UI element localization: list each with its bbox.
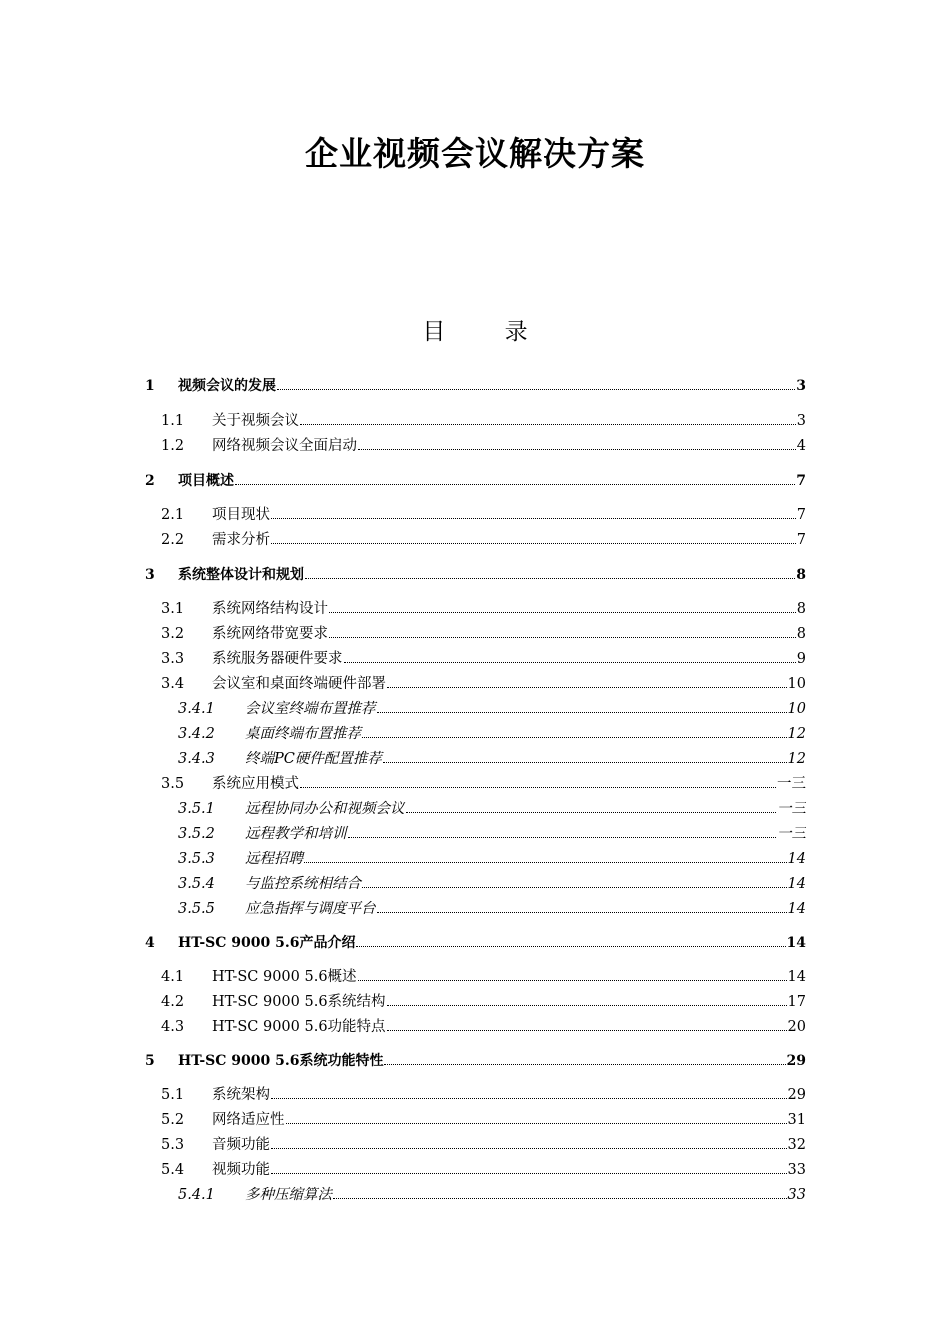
toc-entry-title: 系统整体设计和规划 xyxy=(178,567,304,583)
toc-subsection-entry[interactable] xyxy=(0,824,950,844)
toc-entry-number: 3.5.3 xyxy=(178,851,215,867)
toc-dot-leader xyxy=(406,812,777,813)
toc-dot-leader xyxy=(300,424,796,425)
toc-subsection-entry[interactable] xyxy=(0,724,950,744)
toc-section-entry[interactable] xyxy=(0,530,950,550)
toc-entry-page-number: 33 xyxy=(787,1162,806,1178)
toc-entry-page-number: 7 xyxy=(796,507,806,523)
toc-entry-line xyxy=(212,967,806,987)
toc-entry-title: 会议室和桌面终端硬件部署 xyxy=(212,676,386,692)
toc-section-entry[interactable] xyxy=(0,992,950,1012)
toc-entry-number: 5.1 xyxy=(161,1087,185,1103)
toc-entry-line xyxy=(178,933,806,953)
toc-dot-leader xyxy=(235,484,795,485)
toc-entry-title: HT-SC 9000 5.6概述 xyxy=(212,969,357,985)
toc-entry-line xyxy=(212,674,806,694)
toc-section-entry[interactable] xyxy=(0,1160,950,1180)
toc-entry-page-number: 12 xyxy=(787,751,806,767)
toc-entry-title: 视频功能 xyxy=(212,1162,270,1178)
toc-entry-title: 系统服务器硬件要求 xyxy=(212,651,343,667)
toc-section-entry[interactable] xyxy=(0,1085,950,1105)
toc-entry-title: 视频会议的发展 xyxy=(178,378,276,394)
toc-entry-line xyxy=(245,724,806,744)
toc-entry-title: 网络适应性 xyxy=(212,1112,285,1128)
toc-entry-number: 3.2 xyxy=(161,626,185,642)
toc-entry-page-number: 7 xyxy=(796,473,806,489)
toc-entry-line xyxy=(245,849,806,869)
toc-entry-page-number: 12 xyxy=(787,726,806,742)
toc-entry-line xyxy=(212,1017,806,1037)
toc-entry-number: 4.2 xyxy=(161,994,185,1010)
toc-dot-leader xyxy=(329,612,796,613)
toc-entry-number: 3.4.1 xyxy=(178,701,215,717)
toc-entry-number: 1 xyxy=(145,378,155,394)
toc-entry-page-number: 32 xyxy=(787,1137,806,1153)
toc-entry-line xyxy=(245,899,806,919)
toc-section-entry[interactable] xyxy=(0,674,950,694)
toc-entry-page-number: 14 xyxy=(787,969,806,985)
toc-dot-leader xyxy=(304,862,787,863)
toc-subsection-entry[interactable] xyxy=(0,699,950,719)
toc-subsection-entry[interactable] xyxy=(0,874,950,894)
toc-dot-leader xyxy=(362,887,787,888)
toc-subsection-entry[interactable] xyxy=(0,899,950,919)
toc-entry-page-number: 10 xyxy=(787,701,806,717)
toc-entry-line xyxy=(212,1135,806,1155)
toc-section-entry[interactable] xyxy=(0,411,950,431)
toc-entry-title: HT-SC 9000 5.6功能特点 xyxy=(212,1019,386,1035)
toc-entry-title: 网络视频会议全面启动 xyxy=(212,438,357,454)
toc-dot-leader xyxy=(362,737,787,738)
toc-entry-page-number: 14 xyxy=(787,851,806,867)
toc-entry-number: 2.1 xyxy=(161,507,185,523)
toc-dot-leader xyxy=(348,837,777,838)
toc-entry-line xyxy=(178,1051,806,1071)
toc-entry-title: 终端PC硬件配置推荐 xyxy=(245,751,382,767)
toc-entry-number: 1.1 xyxy=(161,413,185,429)
toc-entry-title: 远程协同办公和视频会议 xyxy=(245,801,405,817)
toc-entry-title: 系统网络带宽要求 xyxy=(212,626,328,642)
toc-section-entry[interactable] xyxy=(0,624,950,644)
toc-entry-page-number: 14 xyxy=(787,901,806,917)
toc-subsection-entry[interactable] xyxy=(0,749,950,769)
toc-entry-number: 3.5.5 xyxy=(178,901,215,917)
toc-entry-number: 2 xyxy=(145,473,155,489)
toc-entry-page-number: 14 xyxy=(786,935,806,951)
toc-entry-number: 5.2 xyxy=(161,1112,185,1128)
toc-entry-page-number: 20 xyxy=(787,1019,806,1035)
toc-entry-title: HT-SC 9000 5.6系统结构 xyxy=(212,994,386,1010)
toc-entry-line xyxy=(245,874,806,894)
toc-entry-number: 5 xyxy=(145,1053,155,1069)
toc-entry-title: HT-SC 9000 5.6系统功能特性 xyxy=(178,1053,384,1069)
toc-entry-line xyxy=(178,565,806,585)
toc-entry-page-number: 8 xyxy=(796,601,806,617)
toc-entry-title: 远程招聘 xyxy=(245,851,303,867)
toc-entry-title: 系统架构 xyxy=(212,1087,270,1103)
toc-dot-leader xyxy=(271,543,796,544)
toc-entry-line xyxy=(178,376,806,396)
toc-section-entry[interactable] xyxy=(0,1135,950,1155)
toc-entry-title: 应急指挥与调度平台 xyxy=(245,901,376,917)
toc-entry-number: 3.3 xyxy=(161,651,185,667)
toc-subsection-entry[interactable] xyxy=(0,1185,950,1205)
toc-entry-line xyxy=(212,649,806,669)
toc-dot-leader xyxy=(356,946,785,947)
toc-dot-leader xyxy=(305,578,795,579)
toc-entry-line xyxy=(212,1085,806,1105)
toc-dot-leader xyxy=(286,1123,787,1124)
toc-entry-page-number: 一三 xyxy=(777,776,806,792)
toc-section-entry[interactable] xyxy=(0,505,950,525)
toc-dot-leader xyxy=(271,1098,787,1099)
toc-section-entry[interactable] xyxy=(0,774,950,794)
toc-entry-line xyxy=(212,1160,806,1180)
toc-entry-page-number: 17 xyxy=(787,994,806,1010)
toc-entry-title: 系统网络结构设计 xyxy=(212,601,328,617)
toc-entry-line xyxy=(178,471,806,491)
toc-section-entry[interactable] xyxy=(0,1110,950,1130)
toc-dot-leader xyxy=(384,1064,785,1065)
toc-dot-leader xyxy=(358,980,787,981)
toc-entry-number: 5.4.1 xyxy=(178,1187,215,1203)
toc-dot-leader xyxy=(387,1030,787,1031)
toc-entry-title: 音频功能 xyxy=(212,1137,270,1153)
toc-entry-title: 需求分析 xyxy=(212,532,270,548)
toc-entry-line xyxy=(245,749,806,769)
toc-entry-line xyxy=(212,599,806,619)
toc-entry-number: 3.5 xyxy=(161,776,185,792)
toc-chapter-entry[interactable] xyxy=(0,376,950,396)
toc-entry-number: 3.4 xyxy=(161,676,185,692)
toc-entry-number: 3 xyxy=(145,567,155,583)
toc-entry-title: 与监控系统相结合 xyxy=(245,876,361,892)
toc-entry-title: 项目现状 xyxy=(212,507,270,523)
toc-dot-leader xyxy=(277,389,795,390)
toc-section-entry[interactable] xyxy=(0,1017,950,1037)
toc-entry-page-number: 8 xyxy=(796,626,806,642)
toc-entry-title: 多种压缩算法 xyxy=(245,1187,332,1203)
toc-entry-line xyxy=(212,436,806,456)
toc-entry-title: 项目概述 xyxy=(178,473,234,489)
toc-heading: 目 录 xyxy=(422,319,554,345)
toc-dot-leader xyxy=(377,912,787,913)
toc-entry-number: 3.5.1 xyxy=(178,801,215,817)
toc-entry-number: 3.4.2 xyxy=(178,726,215,742)
toc-entry-page-number: 8 xyxy=(796,567,806,583)
toc-entry-line xyxy=(245,824,806,844)
toc-dot-leader xyxy=(344,662,796,663)
toc-dot-leader xyxy=(377,712,787,713)
toc-entry-line xyxy=(245,1185,806,1205)
toc-entry-line xyxy=(245,699,806,719)
toc-entry-page-number: 9 xyxy=(796,651,806,667)
toc-entry-number: 5.3 xyxy=(161,1137,185,1153)
toc-entry-number: 3.5.2 xyxy=(178,826,215,842)
toc-section-entry[interactable] xyxy=(0,649,950,669)
toc-entry-title: 会议室终端布置推荐 xyxy=(245,701,376,717)
toc-entry-page-number: 3 xyxy=(796,378,806,394)
toc-entry-page-number: 一三 xyxy=(777,826,806,842)
toc-entry-line xyxy=(212,505,806,525)
toc-section-entry[interactable] xyxy=(0,599,950,619)
toc-dot-leader xyxy=(387,1005,787,1006)
toc-entry-line xyxy=(212,992,806,1012)
toc-entry-number: 4 xyxy=(145,935,155,951)
toc-entry-page-number: 4 xyxy=(796,438,806,454)
toc-entry-page-number: 29 xyxy=(786,1053,806,1069)
toc-entry-title: 桌面终端布置推荐 xyxy=(245,726,361,742)
toc-dot-leader xyxy=(271,1173,787,1174)
toc-dot-leader xyxy=(300,787,776,788)
toc-dot-leader xyxy=(271,518,796,519)
toc-entry-page-number: 7 xyxy=(796,532,806,548)
toc-entry-line xyxy=(212,411,806,431)
toc-entry-title: 关于视频会议 xyxy=(212,413,299,429)
toc-section-entry[interactable] xyxy=(0,436,950,456)
toc-dot-leader xyxy=(383,762,787,763)
toc-dot-leader xyxy=(329,637,796,638)
toc-section-entry[interactable] xyxy=(0,967,950,987)
toc-chapter-entry[interactable] xyxy=(0,471,950,491)
toc-entry-number: 4.1 xyxy=(161,969,185,985)
toc-entry-line xyxy=(212,530,806,550)
toc-entry-number: 3.5.4 xyxy=(178,876,215,892)
toc-entry-page-number: 3 xyxy=(796,413,806,429)
toc-entry-page-number: 10 xyxy=(787,676,806,692)
toc-chapter-entry[interactable] xyxy=(0,1051,950,1071)
toc-subsection-entry[interactable] xyxy=(0,849,950,869)
toc-chapter-entry[interactable] xyxy=(0,933,950,953)
toc-dot-leader xyxy=(333,1198,787,1199)
toc-entry-title: HT-SC 9000 5.6产品介绍 xyxy=(178,935,356,951)
toc-entry-number: 2.2 xyxy=(161,532,185,548)
toc-dot-leader xyxy=(387,687,787,688)
toc-entry-title: 远程教学和培训 xyxy=(245,826,347,842)
toc-entry-page-number: 14 xyxy=(787,876,806,892)
toc-entry-number: 5.4 xyxy=(161,1162,185,1178)
toc-entry-line xyxy=(245,799,806,819)
toc-entry-line xyxy=(212,624,806,644)
toc-entry-number: 1.2 xyxy=(161,438,185,454)
toc-entry-number: 4.3 xyxy=(161,1019,185,1035)
toc-entry-page-number: 29 xyxy=(787,1087,806,1103)
toc-entry-page-number: 一三 xyxy=(777,801,806,817)
toc-chapter-entry[interactable] xyxy=(0,565,950,585)
toc-subsection-entry[interactable] xyxy=(0,799,950,819)
document-title: 企业视频会议解决方案 xyxy=(305,134,645,173)
toc-entry-line xyxy=(212,1110,806,1130)
toc-dot-leader xyxy=(271,1148,787,1149)
toc-entry-page-number: 31 xyxy=(787,1112,806,1128)
toc-entry-page-number: 33 xyxy=(787,1187,806,1203)
toc-entry-number: 3.4.3 xyxy=(178,751,215,767)
toc-entry-line xyxy=(212,774,806,794)
toc-entry-title: 系统应用模式 xyxy=(212,776,299,792)
toc-entry-number: 3.1 xyxy=(161,601,185,617)
toc-dot-leader xyxy=(358,449,796,450)
